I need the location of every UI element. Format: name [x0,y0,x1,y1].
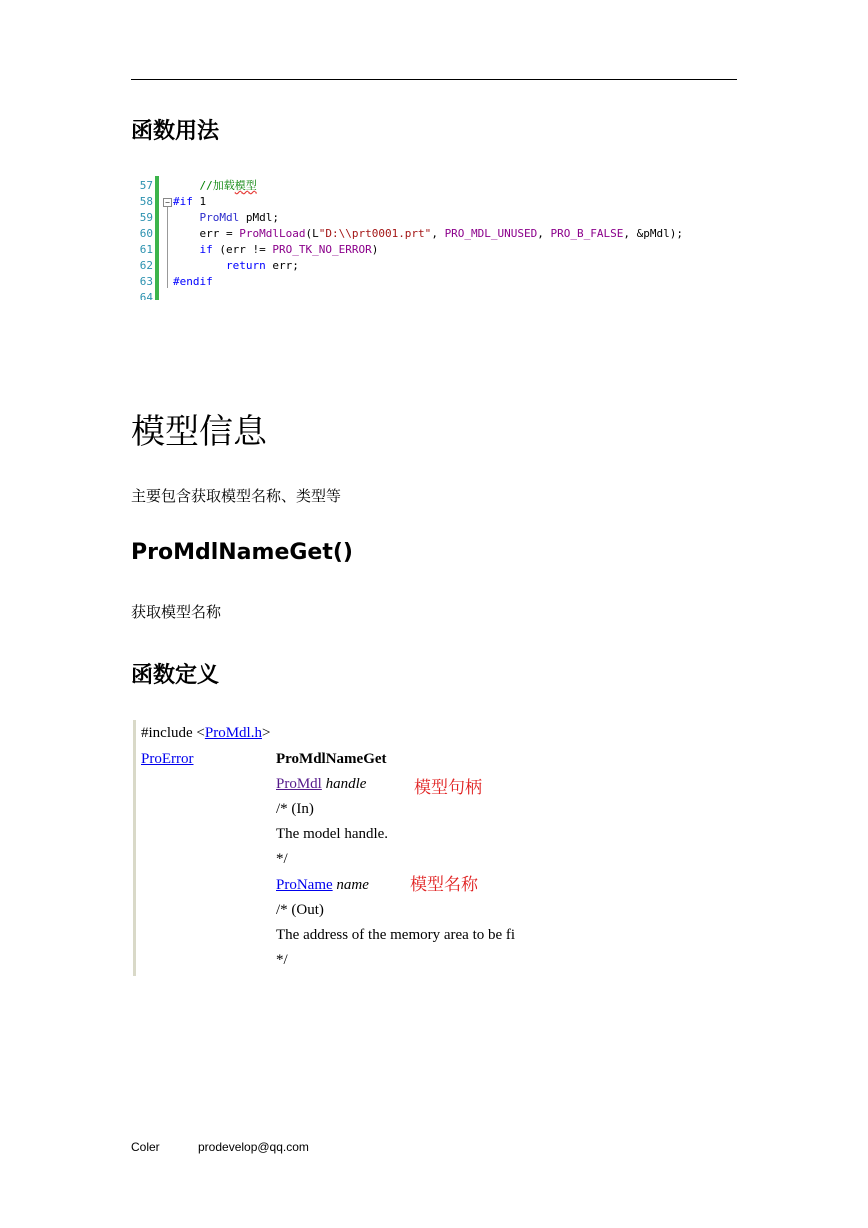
param2-description: The address of the memory area to be fi [276,927,516,943]
code-text: //加载模型 [199,179,257,192]
include-file-link[interactable]: ProMdl.h [204,725,262,741]
param1-annotation: 模型句柄 [414,778,482,798]
param1-name: handle [325,776,367,792]
function-description: 获取模型名称 [131,603,222,621]
line-number: 64 [139,291,153,300]
code-line [135,242,735,258]
line-number: 57 [139,179,153,192]
code-line [135,290,735,300]
function-name: ProMdlNameGet [276,751,387,767]
code-text: return err; [225,259,299,272]
comment-end-2: */ [276,952,288,968]
code-line [135,226,735,242]
line-number: 58 [139,195,153,208]
code-line [135,258,735,274]
section-title: 模型信息 [131,412,267,452]
param1-direction: /* (In) [276,801,314,817]
code-line [135,194,735,210]
section-description: 主要包含获取模型名称、类型等 [131,487,342,505]
line-number: 63 [139,275,153,288]
param1 [276,776,366,793]
line-number: 60 [139,227,153,240]
footer-email: prodevelop@qq.com [198,1140,309,1154]
function-name-heading: ProMdlNameGet() [131,540,353,565]
code-line [135,274,735,290]
code-text: ProMdl pMdl; [199,211,279,224]
comment-end-1: */ [276,851,288,867]
line-number: 62 [139,259,153,272]
param1-type-link[interactable]: ProMdl [276,776,322,792]
code-text: if (err != PRO_TK_NO_ERROR) [199,243,379,256]
function-definition [133,720,556,976]
usage-heading: 函数用法 [131,119,220,144]
param2-type-link[interactable]: ProName [276,877,333,893]
code-snippet [135,176,735,300]
code-text: #endif [173,275,213,288]
code-line [135,210,735,226]
code-line [135,178,735,194]
param2 [276,877,369,894]
code-text: #if 1 [173,195,207,208]
footer-author: Coler [131,1140,160,1154]
param2-direction: /* (Out) [276,902,324,918]
line-number: 59 [139,211,153,224]
fold-toggle-icon[interactable]: − [163,198,172,207]
param2-name: name [336,877,369,893]
header-rule [131,79,737,80]
line-number: 61 [139,243,153,256]
param1-description: The model handle. [276,826,389,842]
definition-heading: 函数定义 [131,663,220,688]
include-line: #include <ProMdl.h> [141,725,271,741]
param2-annotation: 模型名称 [410,875,478,895]
return-type-link[interactable]: ProError [141,751,194,767]
code-text: err = ProMdlLoad(L"D:\\prt0001.prt", PRO_MDL_UNUSED, PRO_B_FALSE, &pMdl); [173,227,683,240]
